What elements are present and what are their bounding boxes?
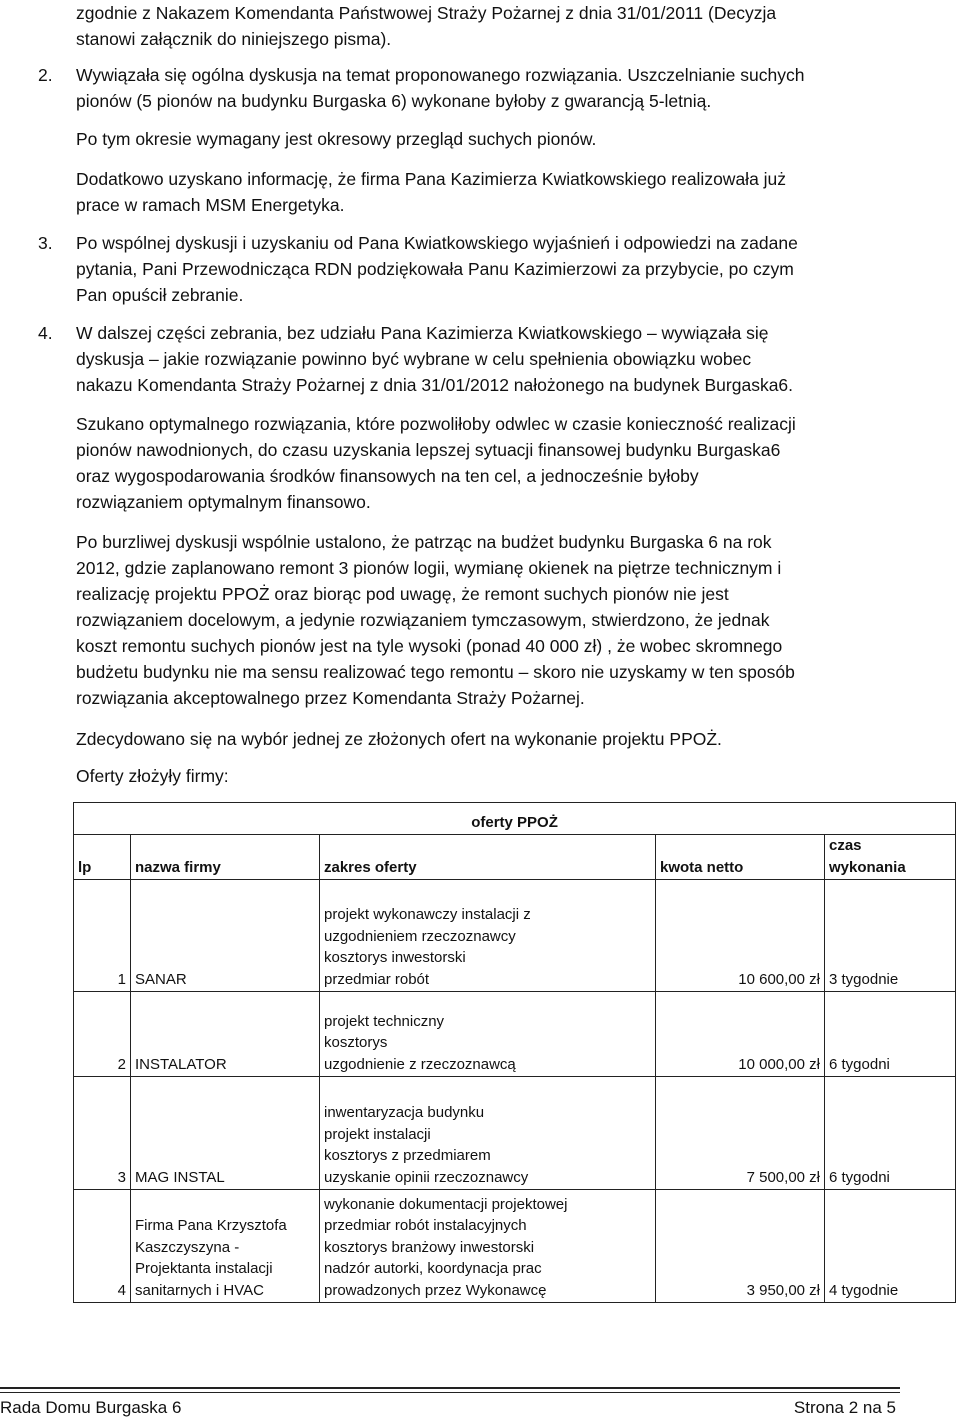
text-line: pionów nawodnionych, do czasu uzyskania lepszej sytuacji finansowej budynku Burgaska6 — [76, 440, 781, 460]
text-line: Zdecydowano się na wybór jednej ze złożonych ofert na wykonanie projektu PPOŻ. — [76, 729, 722, 749]
row-name: Firma Pana Krzysztofa Kaszczyszyna - Projektanta instalacji sanitarnych i HVAC — [131, 1190, 320, 1303]
footer-left-text: Rada Domu Burgaska 6 — [0, 1398, 182, 1417]
text-line: realizację projektu PPOŻ oraz biorąc pod uwagę, że remont suchych pionów nie jest — [76, 584, 729, 604]
table-title-row — [74, 803, 956, 835]
table-row — [74, 1190, 956, 1303]
header-lp: lp — [74, 835, 131, 880]
row-time: 3 tygodnie — [825, 880, 956, 992]
item-2-paragraph — [76, 62, 897, 114]
row-amount: 3 950,00 zł — [656, 1190, 825, 1303]
row-time: 4 tygodnie — [825, 1190, 956, 1303]
item-4-paragraph-3 — [76, 529, 897, 711]
item-4-paragraph — [76, 320, 897, 398]
text-line: oraz wygospodarowania środków finansowych na ten cel, a jednocześnie byłoby — [76, 466, 699, 486]
row-name: SANAR — [131, 880, 320, 992]
text-line: prace w ramach MSM Energetyka. — [76, 195, 345, 215]
row-lp: 1 — [74, 880, 131, 992]
item-3-paragraph — [76, 230, 897, 308]
item-4-paragraph-4 — [76, 726, 897, 752]
header-time: czas wykonania — [825, 835, 956, 880]
row-time: 6 tygodni — [825, 1077, 956, 1190]
header-amount: kwota netto — [656, 835, 825, 880]
row-amount: 7 500,00 zł — [656, 1077, 825, 1190]
text-line: 2012, gdzie zaplanowano remont 3 pionów logii, wymianę okienek na piętrze technicznym i — [76, 558, 782, 578]
row-name: MAG INSTAL — [131, 1077, 320, 1190]
row-name: INSTALATOR — [131, 992, 320, 1077]
text-line: Po wspólnej dyskusji i uzyskaniu od Pana Kwiatkowskiego wyjaśnień i odpowiedzi na zadane — [76, 233, 798, 253]
table-row — [74, 992, 956, 1077]
text-line: rozwiązania akceptowalnego przez Komendanta Straży Pożarnej. — [76, 688, 585, 708]
row-lp: 3 — [74, 1077, 131, 1190]
footer-divider-thin — [0, 1392, 900, 1393]
text-line: Dodatkowo uzyskano informację, że firma Pana Kazimierza Kwiatkowskiego realizowała już — [76, 169, 787, 189]
item-number-3: 3. — [38, 233, 53, 253]
item-4-paragraph-2 — [76, 411, 897, 515]
item-4-paragraph-5 — [76, 763, 897, 789]
text-line: Szukano optymalnego rozwiązania, które pozwoliłoby odwlec w czasie konieczność realizacji — [76, 414, 796, 434]
text-line: rozwiązaniem docelowym, a jedynie rozwiązaniem tymczasowym, stwierdzono, że jednak — [76, 610, 770, 630]
text-line: koszt remontu suchych pionów jest na tyle wysoki (ponad 40 000 zł) , że wobec skromnego — [76, 636, 783, 656]
row-scope: wykonanie dokumentacji projektowej przedmiar robót instalacyjnych kosztorys branżowy inwestorski nadzór autorki, koordynacja prac prowadzonych przez Wykonawcę — [320, 1190, 656, 1303]
page-number: Strona 2 na 5 — [793, 1398, 896, 1417]
text-line: W dalszej części zebrania, bez udziału Pana Kazimierza Kwiatkowskiego – wywiązała się — [76, 323, 769, 343]
text-line: pytania, Pani Przewodnicząca RDN podziękowała Panu Kazimierzowi za przybycie, po czym — [76, 259, 794, 279]
row-time: 6 tygodni — [825, 992, 956, 1077]
header-name: nazwa firmy — [131, 835, 320, 880]
text-line: rozwiązaniem optymalnym finansowo. — [76, 492, 371, 512]
row-amount: 10 000,00 zł — [656, 992, 825, 1077]
table-header-row — [74, 835, 956, 880]
table-title: oferty PPOŻ — [74, 803, 956, 835]
text-line: Oferty złożyły firmy: — [76, 766, 229, 786]
footer-divider — [0, 1387, 900, 1389]
text-line: nakazu Komendanta Straży Pożarnej z dnia 31/01/2012 nałożonego na budynek Burgaska6. — [76, 375, 794, 395]
item-2-paragraph-2 — [76, 126, 897, 152]
intro-paragraph — [76, 0, 897, 52]
row-lp: 4 — [74, 1190, 131, 1303]
item-number-2: 2. — [38, 65, 53, 85]
item-2-paragraph-3 — [76, 166, 897, 218]
table-row — [74, 1077, 956, 1190]
text-line: budżetu budynku nie ma sensu realizować tego remontu – skoro nie uzyskamy w ten sposób — [76, 662, 795, 682]
text-line: Po tym okresie wymagany jest okresowy przegląd suchych pionów. — [76, 129, 597, 149]
text-line: Pan opuścił zebranie. — [76, 285, 244, 305]
row-scope: projekt techniczny kosztorys uzgodnienie z rzeczoznawcą — [320, 992, 656, 1077]
item-number-4: 4. — [38, 323, 53, 343]
table-row — [74, 880, 956, 992]
row-scope: inwentaryzacja budynku projekt instalacji kosztorys z przedmiarem uzyskanie opinii rzeczoznawcy — [320, 1077, 656, 1190]
row-lp: 2 — [74, 992, 131, 1077]
text-line: dyskusja – jakie rozwiązanie powinno być wybrane w celu spełnienia obowiązku wobec — [76, 349, 752, 369]
text-line: pionów (5 pionów na budynku Burgaska 6) wykonane byłoby z gwarancją 5-letnią. — [76, 91, 712, 111]
row-amount: 10 600,00 zł — [656, 880, 825, 992]
text-line: zgodnie z Nakazem Komendanta Państwowej Straży Pożarnej z dnia 31/01/2011 (Decyzja — [76, 3, 777, 23]
text-line: Po burzliwej dyskusji wspólnie ustalono, że patrząc na budżet budynku Burgaska 6 na rok — [76, 532, 772, 552]
offers-table — [73, 802, 956, 1303]
row-scope: projekt wykonawczy instalacji z uzgodnieniem rzeczoznawcy kosztorys inwestorski przedmiar robót — [320, 880, 656, 992]
text-line: stanowi załącznik do niniejszego pisma). — [76, 29, 392, 49]
text-line: Wywiązała się ogólna dyskusja na temat proponowanego rozwiązania. Uszczelnianie suchych — [76, 65, 805, 85]
header-scope: zakres oferty — [320, 835, 656, 880]
